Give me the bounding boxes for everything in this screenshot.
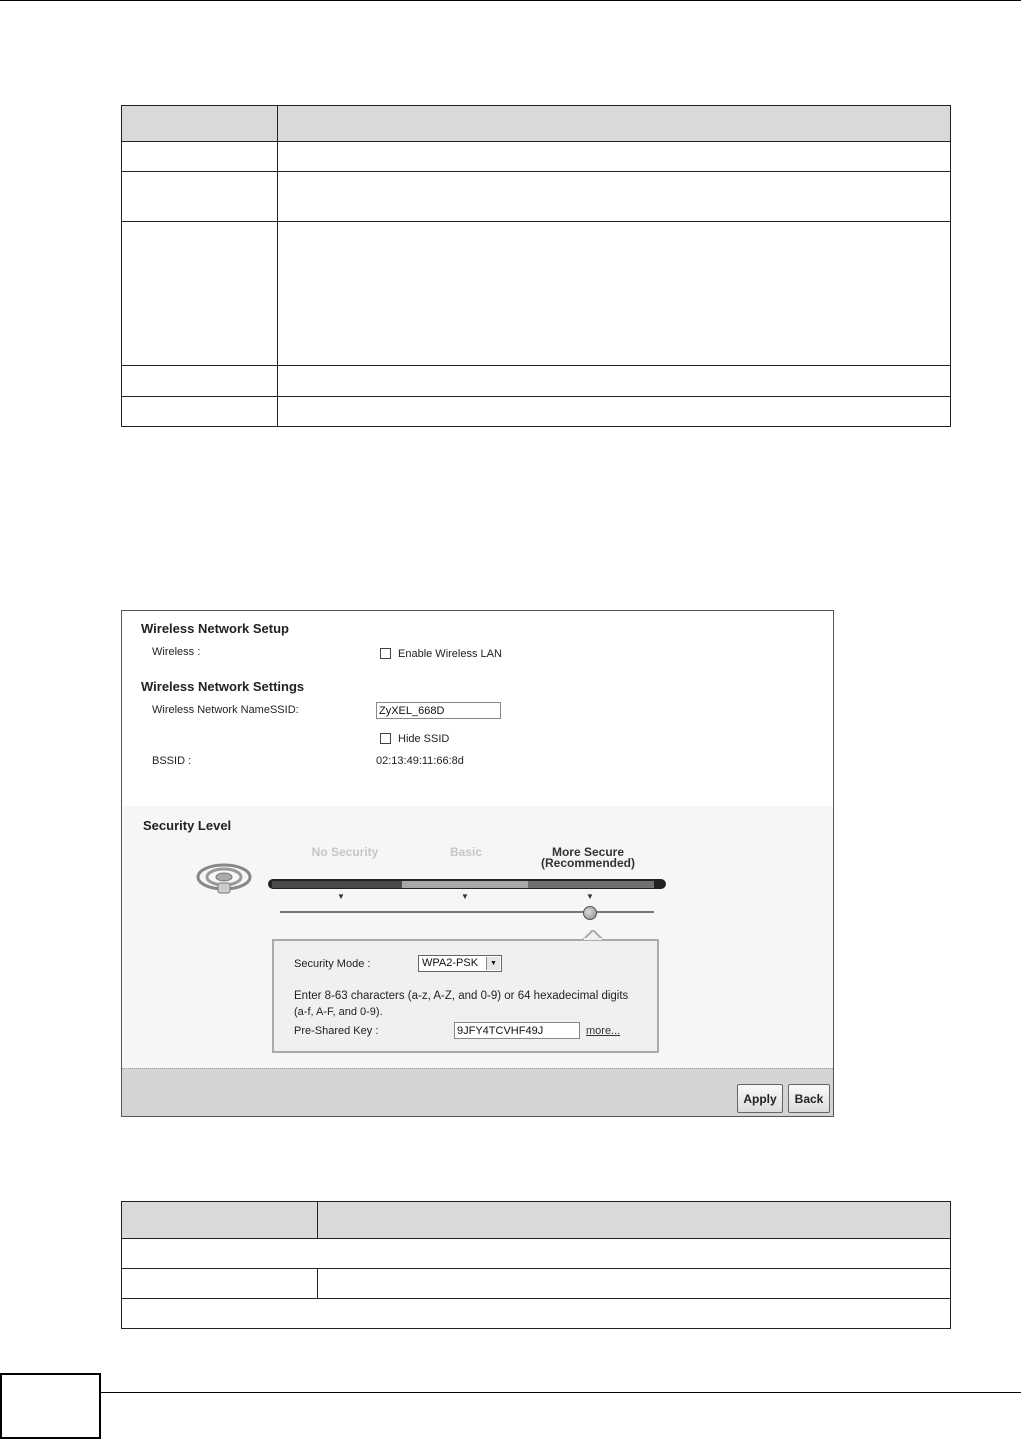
psk-label: Pre-Shared Key : [294,1025,379,1037]
pointer-caret-icon [583,930,603,940]
hide-ssid-label: Hide SSID [398,733,450,745]
back-button[interactable]: Back [788,1084,830,1113]
level-more-secure[interactable] [530,847,646,869]
footer-bar [122,1068,833,1117]
level-no-security[interactable]: No Security [311,845,379,859]
level-more-secure-label: More Secure [551,845,625,859]
table-row [122,172,951,222]
hide-ssid-checkbox[interactable] [380,733,391,744]
chevron-down-icon[interactable]: ▼ [486,957,500,970]
table-header-label [122,106,278,142]
security-mode-value: WPA2-PSK [422,957,479,969]
top-rule [0,0,1021,1]
security-slider-track[interactable] [280,911,654,913]
security-level-title: Security Level [143,818,232,833]
level-basic[interactable]: Basic [449,845,483,859]
more-link[interactable]: more... [586,1025,621,1037]
enable-wireless-label: Enable Wireless LAN [398,648,502,660]
bssid-label: BSSID : [152,755,192,767]
psk-hint-line1: Enter 8-63 characters (a-z, A-Z, and 0-9) or 64 hexadecimal digits [294,990,629,1002]
network-setup-title: Wireless Network Setup [141,621,289,636]
wireless-label: Wireless : [152,646,201,658]
security-level-bar [268,879,666,889]
security-mode-select[interactable] [418,955,502,972]
ssid-label: Wireless Network NameSSID: [152,704,299,716]
security-mode-panel [272,939,659,1053]
table-row [122,142,951,172]
table-section-row [122,1299,951,1329]
wireless-settings-screenshot [121,610,834,1117]
table-row [122,1269,951,1299]
table-header-label [122,1202,318,1239]
security-slider-knob[interactable] [583,906,597,920]
description-table-2 [121,1201,951,1329]
table-row [122,222,951,366]
level-marker-1-icon: ▼ [337,892,345,901]
level-marker-3-icon: ▼ [586,892,594,901]
table-section-row [122,1239,951,1269]
bssid-value: 02:13:49:11:66:8d [376,755,464,767]
page-number-box [0,1373,101,1439]
table-row [122,397,951,427]
table-row [122,366,951,397]
security-mode-label: Security Mode : [294,958,371,970]
enable-wireless-checkbox[interactable] [380,648,391,659]
table-header-description [318,1202,951,1239]
ssid-input[interactable]: ZyXEL_668D [376,702,501,719]
apply-button[interactable]: Apply [737,1084,783,1113]
level-recommended-label: (Recommended) [540,856,635,870]
level-marker-2-icon: ▼ [461,892,469,901]
description-table-1 [121,105,951,427]
psk-hint-line2: (a-f, A-F, and 0-9). [294,1006,383,1018]
psk-input[interactable]: 9JFY4TCVHF49J [454,1022,580,1039]
wireless-router-icon [196,861,252,897]
table-header-description [278,106,951,142]
network-settings-title: Wireless Network Settings [141,679,305,694]
bottom-rule [99,1392,1021,1393]
